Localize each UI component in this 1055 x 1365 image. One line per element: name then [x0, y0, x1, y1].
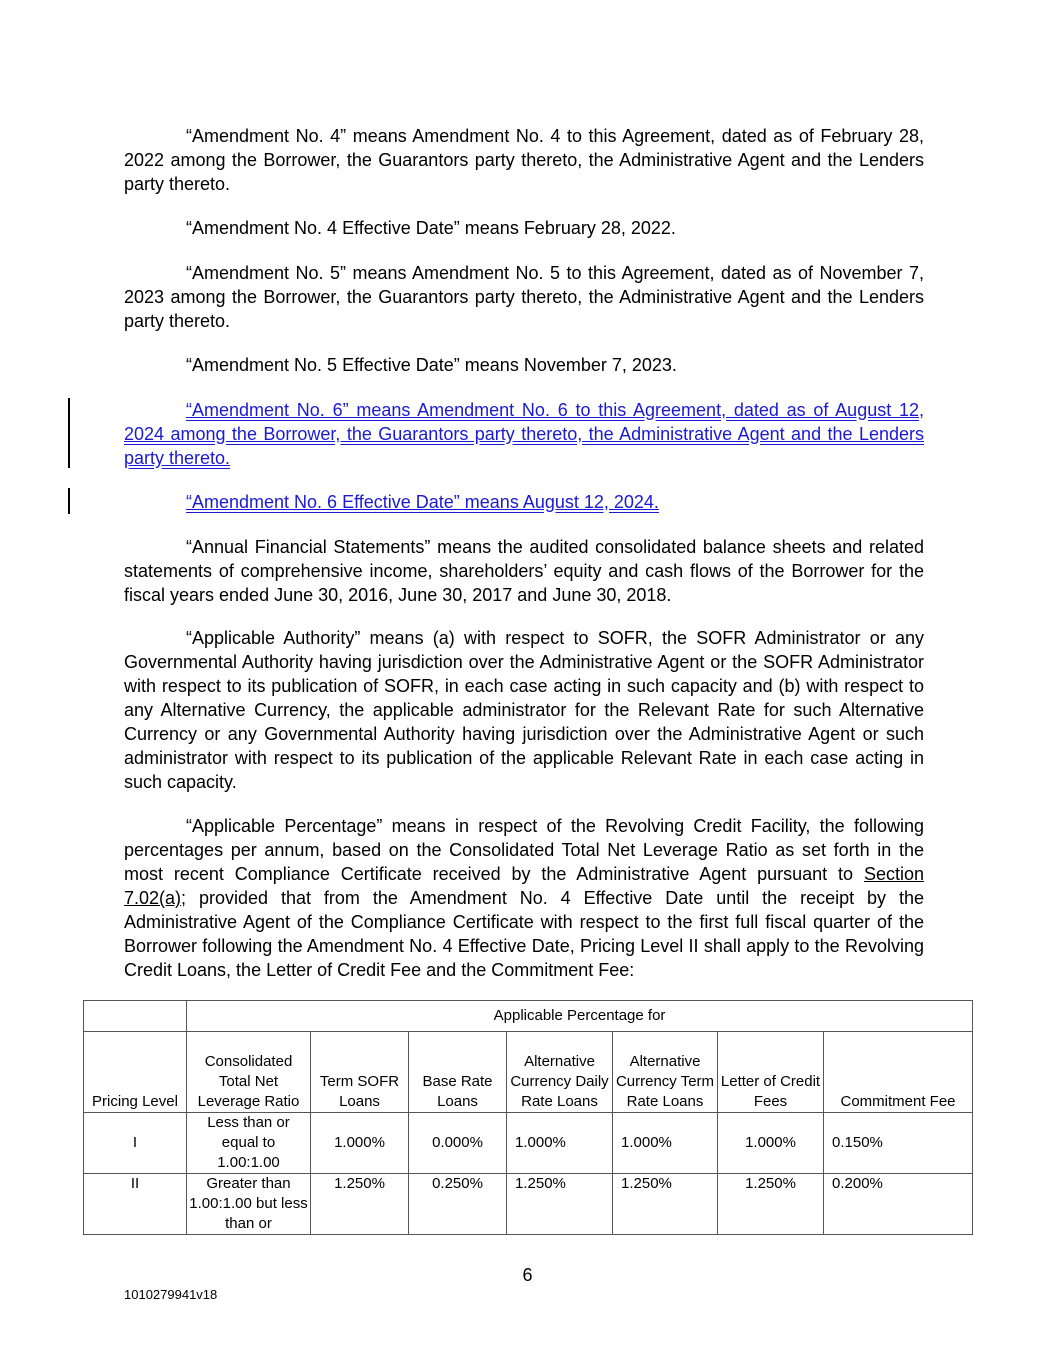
definition-amendment-4-effective-date-text: “Amendment No. 4 Effective Date” means February 28, 2022. [186, 218, 676, 238]
definition-annual-financial-statements-text: “Annual Financial Statements” means the audited consolidated balance sheets and related statements of comprehensive income, shareholders’ equity and cash flows of the Borrower for the fiscal years ended June 30, 2016, June 30, 2017 and June 30, 2018. [124, 537, 924, 605]
table-cell: Less than or equal to 1.00:1.00 [187, 1113, 311, 1174]
inserted-text-amendment-6-effective-date: “Amendment No. 6 Effective Date” means August 12, 2024. [186, 492, 659, 512]
table-row [84, 1113, 973, 1174]
document-id: 1010279941v18 [124, 1287, 218, 1302]
definition-applicable-percentage [124, 814, 924, 982]
column-header: Consolidated Total Net Leverage Ratio [187, 1032, 311, 1113]
table-group-header: Applicable Percentage for [187, 1001, 973, 1032]
column-header: Pricing Level [84, 1032, 187, 1113]
table-cell: 1.000% [507, 1113, 613, 1174]
column-header: Alternative Currency Daily Rate Loans [507, 1032, 613, 1113]
revision-bar [68, 398, 70, 468]
definition-applicable-authority [124, 626, 924, 794]
section-reference-link[interactable]: Section 7.02(a) [124, 864, 924, 908]
table-cell: 1.250% [311, 1174, 409, 1235]
inserted-text-amendment-6: “Amendment No. 6” means Amendment No. 6 to this Agreement, dated as of August 12, 2024 among the Borrower, the Guarantors party thereto, the Administrative Agent and the Lenders party thereto. [124, 400, 924, 468]
table-cell: 1.000% [718, 1113, 824, 1174]
definition-applicable-percentage-text: “Applicable Percentage” means in respect of the Revolving Credit Facility, the following percentages per annum, based on the Consolidated Total Net Leverage Ratio as set forth in the most recent Compliance Certificate received by the Administrative Agent pursuant to [124, 816, 924, 884]
definition-applicable-percentage-text-continued: ; provided that from the Amendment No. 4 Effective Date until the receipt by the Administrative Agent of the Compliance Certificate with respect to the first full fiscal quarter of the Borrower following the Amendment No. 4 Effective Date, Pricing Level II shall apply to the Revolving Credit Loans, the Letter of Credit Fee and the Commitment Fee: [124, 888, 924, 980]
table-cell: 1.250% [718, 1174, 824, 1235]
table-cell: 0.250% [409, 1174, 507, 1235]
table-cell: II [84, 1174, 187, 1235]
definition-amendment-4-text: “Amendment No. 4” means Amendment No. 4 to this Agreement, dated as of February 28, 2022 among the Borrower, the Guarantors party thereto, the Administrative Agent and the Lenders party thereto. [124, 126, 924, 194]
table-cell: I [84, 1113, 187, 1174]
table-group-header-row [84, 1001, 973, 1032]
revision-bar [68, 488, 70, 514]
definition-amendment-4-effective-date [124, 216, 924, 240]
table-cell: 0.150% [824, 1113, 973, 1174]
definition-amendment-6-effective-date [124, 490, 924, 514]
definition-annual-financial-statements [124, 535, 924, 607]
column-header: Term SOFR Loans [311, 1032, 409, 1113]
definition-amendment-5-effective-date [124, 353, 924, 377]
column-header: Alternative Currency Term Rate Loans [613, 1032, 718, 1113]
definition-amendment-6 [124, 398, 924, 470]
definition-amendment-4 [124, 124, 924, 196]
column-header: Letter of Credit Fees [718, 1032, 824, 1113]
column-header: Commitment Fee [824, 1032, 973, 1113]
definition-amendment-5-effective-date-text: “Amendment No. 5 Effective Date” means November 7, 2023. [186, 355, 677, 375]
definition-applicable-authority-text: “Applicable Authority” means (a) with respect to SOFR, the SOFR Administrator or any Governmental Authority having jurisdiction over the Administrative Agent or the SOFR Administrator with respect to its publication of SOFR, in each case acting in such capacity and (b) with respect to any Alternative Currency, the applicable administrator for the Relevant Rate for such Alternative Currency or any Governmental Authority having jurisdiction over the Administrative Agent or such administrator with respect to its publication of the applicable Relevant Rate in each case acting in such capacity. [124, 628, 924, 792]
table-header-blank-cell [84, 1001, 187, 1032]
table-cell: 1.250% [507, 1174, 613, 1235]
table-cell: 0.000% [409, 1113, 507, 1174]
applicable-percentage-table [83, 1000, 973, 1235]
table-cell: 1.250% [613, 1174, 718, 1235]
definition-amendment-5-text: “Amendment No. 5” means Amendment No. 5 to this Agreement, dated as of November 7, 2023 among the Borrower, the Guarantors party thereto, the Administrative Agent and the Lenders party thereto. [124, 263, 924, 331]
table-cell: 0.200% [824, 1174, 973, 1235]
page-number: 6 [522, 1265, 533, 1285]
column-header: Base Rate Loans [409, 1032, 507, 1113]
table-cell: 1.000% [311, 1113, 409, 1174]
table-cell: 1.000% [613, 1113, 718, 1174]
table-header-row [84, 1032, 973, 1113]
table-cell: Greater than 1.00:1.00 but less than or [187, 1174, 311, 1235]
table-row [84, 1174, 973, 1235]
definition-amendment-5 [124, 261, 924, 333]
